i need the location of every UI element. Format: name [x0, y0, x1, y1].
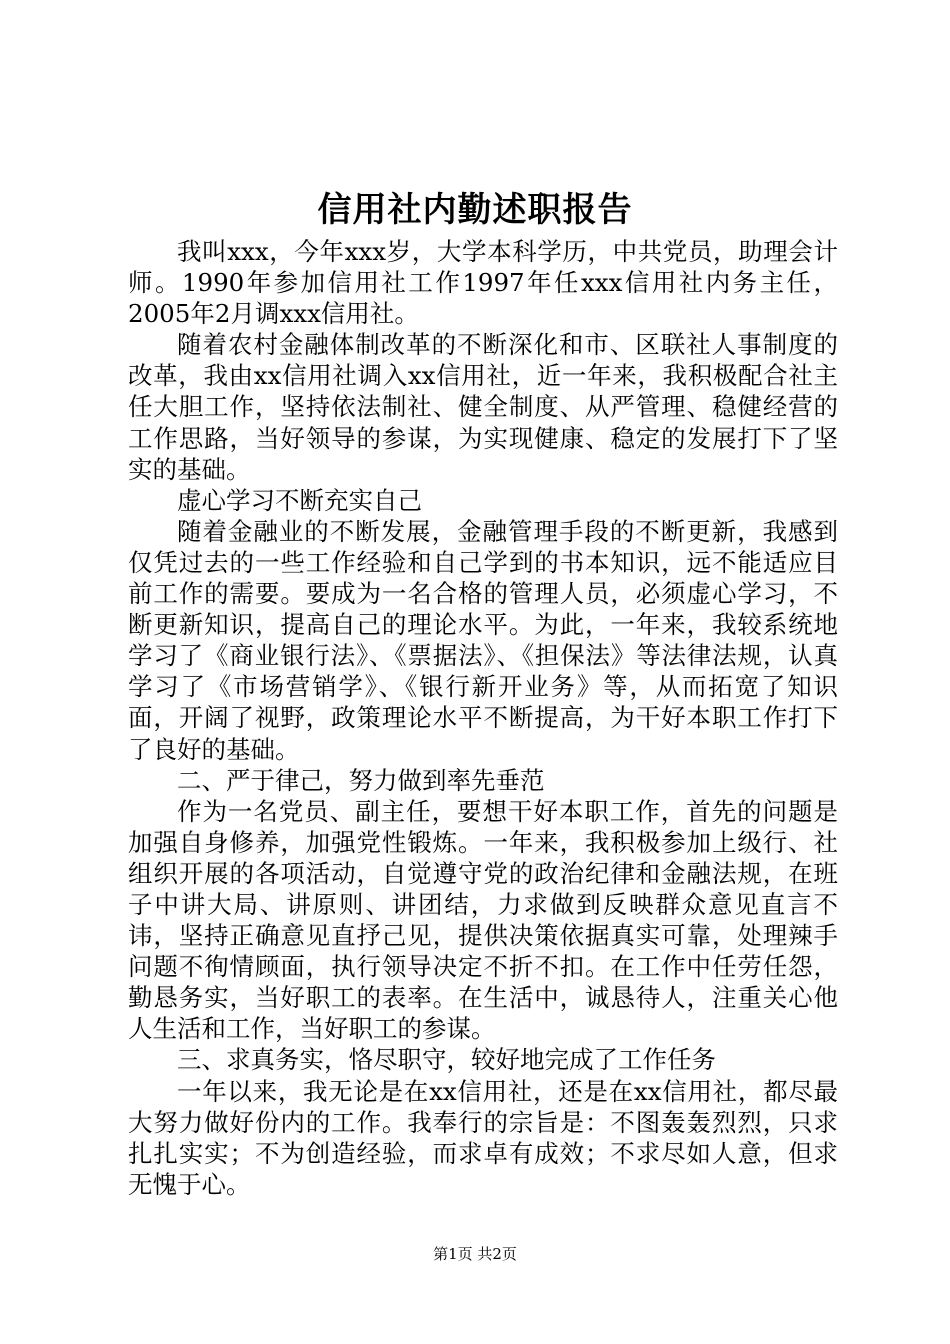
section-heading-3: 三、求真务实，恪尽职守，较好地完成了工作任务: [177, 1045, 716, 1075]
paragraph-self-discipline: 作为一名党员、副主任，要想干好本职工作，首先的问题是加强自身修养，加强党性锻炼。一年来，我积极参加上级行、社组织开展的各项活动，自觉遵守党的政治纪律和金融法规，在班子中讲大局、讲原则、讲团结，力求做到反映群众意见直言不讳，坚持正确意见直抒己见，提供决策依据真实可靠，处理辣手问题不徇情顾面，执行领导决定不折不扣。在工作中任劳任怨，勤恳务实，当好职工的表率。在生活中，诚恳待人，注重关心他人生活和工作，当好职工的参谋。: [128, 796, 838, 1044]
section-heading-1: 虚心学习不断充实自己: [177, 485, 422, 515]
document-title: 信用社内勤述职报告: [317, 190, 633, 230]
paragraph-learning: 随着金融业的不断发展，金融管理手段的不断更新，我感到仅凭过去的一些工作经验和自己学到的书本知识，远不能适应目前工作的需要。要成为一名合格的管理人员，必须虚心学习，不断更新知识，提高自己的理论水平。为此，一年来，我较系统地学习了《商业银行法》、《票据法》、《担保法》等法律法规，认真学习了《市场营销学》、《银行新开业务》等，从而拓宽了知识面，开阔了视野，政策理论水平不断提高，为干好本职工作打下了良好的基础。: [128, 516, 838, 764]
paragraph-work-tasks: 一年以来，我无论是在xx信用社，还是在xx信用社，都尽最大努力做好份内的工作。我奉行的宗旨是：不图轰轰烈烈，只求扎扎实实；不为创造经验，而求卓有成效；不求尽如人意，但求无愧于心。: [128, 1076, 838, 1199]
document-body: [128, 236, 838, 1200]
paragraph-intro: 我叫xxx，今年xxx岁，大学本科学历，中共党员，助理会计师。1990年参加信用社工作1997年任xxx信用社内务主任，2005年2月调xxx信用社。: [128, 237, 838, 329]
section-heading-2: 二、严于律己，努力做到率先垂范: [177, 765, 545, 795]
page-footer: 第1页 共2页: [433, 1245, 517, 1263]
paragraph-background: 随着农村金融体制改革的不断深化和市、区联社人事制度的改革，我由xx信用社调入xx信用社，近一年来，我积极配合社主任大胆工作，坚持依法制社、健全制度、从严管理、稳健经营的工作思路，当好领导的参谋，为实现健康、稳定的发展打下了坚实的基础。: [128, 330, 838, 484]
